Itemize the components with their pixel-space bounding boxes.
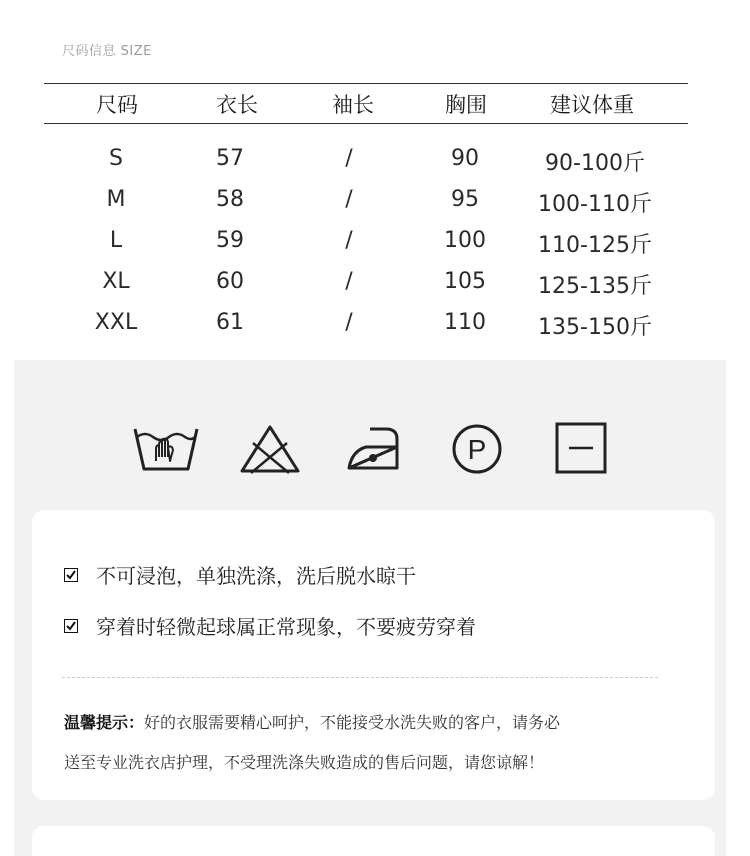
tip-text: 好的衣服需要精心呵护，不能接受水洗失败的客户，请务必: [144, 713, 561, 732]
row-cell: 135-150斤: [538, 315, 652, 340]
row-cell: 59: [216, 228, 244, 253]
row-cell: 57: [216, 146, 244, 171]
check-icon: [64, 619, 78, 633]
dry-clean-p-icon: [451, 423, 503, 475]
note-item: [64, 560, 416, 589]
hand-wash-icon: [132, 423, 200, 475]
header-length: 衣长: [216, 93, 258, 117]
row-cell: /: [345, 310, 353, 335]
row-cell: 60: [216, 269, 244, 294]
row-cell: 100: [444, 228, 486, 253]
row-cell: /: [345, 146, 353, 171]
row-cell: /: [345, 187, 353, 212]
row-cell: 61: [216, 310, 244, 335]
row-cell: L: [109, 228, 123, 253]
table-top-rule: [44, 83, 688, 84]
header-sleeve: 袖长: [332, 93, 374, 117]
note-text: 穿着时轻微起球属正常现象，不要疲劳穿着: [96, 615, 476, 639]
iron-low-heat-icon: [346, 425, 400, 471]
row-cell: 110-125斤: [538, 233, 652, 258]
header-weight: 建议体重: [550, 93, 634, 117]
header-size: 尺码: [96, 93, 138, 117]
note-item: [64, 611, 476, 640]
row-cell: 105: [444, 269, 486, 294]
row-cell: 100-110斤: [538, 192, 652, 217]
row-cell: XXL: [94, 310, 138, 335]
row-cell: M: [106, 187, 126, 212]
row-cell: XL: [102, 269, 130, 294]
row-cell: 90-100斤: [545, 151, 645, 176]
size-label: 尺码信息 SIZE: [62, 44, 152, 59]
dotted-divider: [62, 677, 658, 678]
row-cell: /: [345, 228, 353, 253]
row-cell: 125-135斤: [538, 274, 652, 299]
check-icon: [64, 568, 78, 582]
no-bleach-icon: [239, 423, 301, 475]
row-cell: 110: [444, 310, 486, 335]
dry-clean-letter: P: [467, 434, 487, 465]
tip-label: 温馨提示：: [64, 713, 145, 732]
row-cell: /: [345, 269, 353, 294]
note-text: 不可浸泡，单独洗涤，洗后脱水晾干: [96, 564, 416, 588]
row-cell: 90: [451, 146, 479, 171]
row-cell: S: [109, 146, 123, 171]
tip-line-2: 送至专业洗衣店护理，不受理洗涤失败造成的售后问题，请您谅解！: [64, 753, 545, 772]
bottom-card-edge: [32, 826, 715, 856]
tip-line-1: [64, 710, 560, 733]
row-cell: 58: [216, 187, 244, 212]
dry-flat-icon: [555, 422, 607, 474]
table-header-rule: [44, 123, 688, 124]
row-cell: 95: [451, 187, 479, 212]
header-chest: 胸围: [445, 93, 487, 117]
